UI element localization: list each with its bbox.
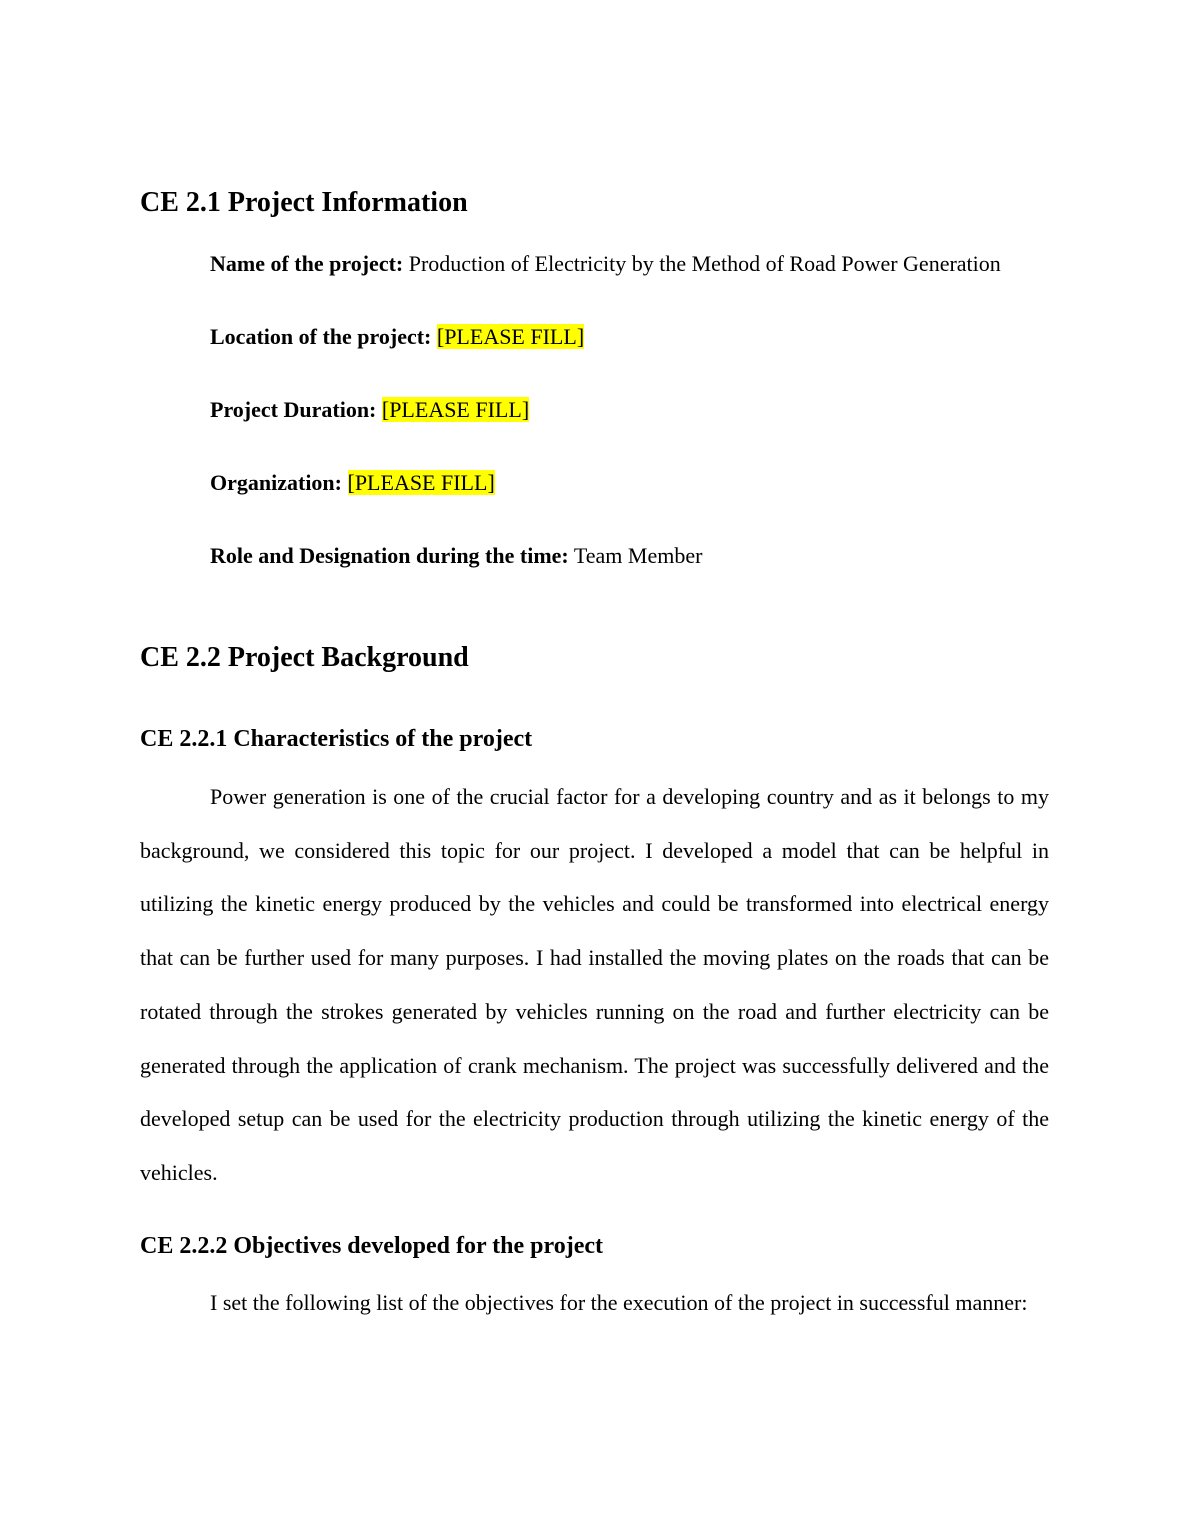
paragraph-text: Power generation is one of the crucial factor for a developing country and as it belongs to my background, we considered this topic for our project. I developed a model that can be helpful in utilizing the kinetic energy produced by the vehicles and could be transformed into electrical energy that can be further used for many purposes. I had installed the moving plates on the roads that can be rotated through the strokes generated by vehicles running on the road and further electricity can be generated through the application of crank mechanism. The project was successfully delivered and the developed setup can be used for the electricity production through utilizing the kinetic energy of the vehicles. [140,784,1049,1185]
field-project-name [210,250,1001,278]
field-label: Project Duration: [210,397,377,422]
heading-objectives: CE 2.2.2 Objectives developed for the project [140,1233,604,1259]
placeholder-value: [PLEASE FILL] [381,397,530,422]
field-label: Role and Designation during the time: [210,543,569,568]
field-label: Organization: [210,470,342,495]
paragraph-text: I set the following list of the objectives for the execution of the project in successful manner: [210,1290,1028,1315]
placeholder-value: [PLEASE FILL] [436,324,585,349]
field-project-location [210,323,584,351]
field-project-duration [210,396,529,424]
paragraph-characteristics [140,770,1049,1200]
paragraph-objectives [140,1276,1049,1330]
field-label: Location of the project: [210,324,432,349]
field-role-designation [210,542,702,570]
heading-project-information: CE 2.1 Project Information [140,187,468,218]
field-label: Name of the project: [210,251,404,276]
field-value: Team Member [573,543,703,568]
field-organization [210,469,495,497]
field-value: Production of Electricity by the Method of Road Power Generation [408,251,1001,276]
heading-project-background: CE 2.2 Project Background [140,642,469,673]
heading-characteristics: CE 2.2.1 Characteristics of the project [140,726,533,752]
placeholder-value: [PLEASE FILL] [347,470,495,495]
